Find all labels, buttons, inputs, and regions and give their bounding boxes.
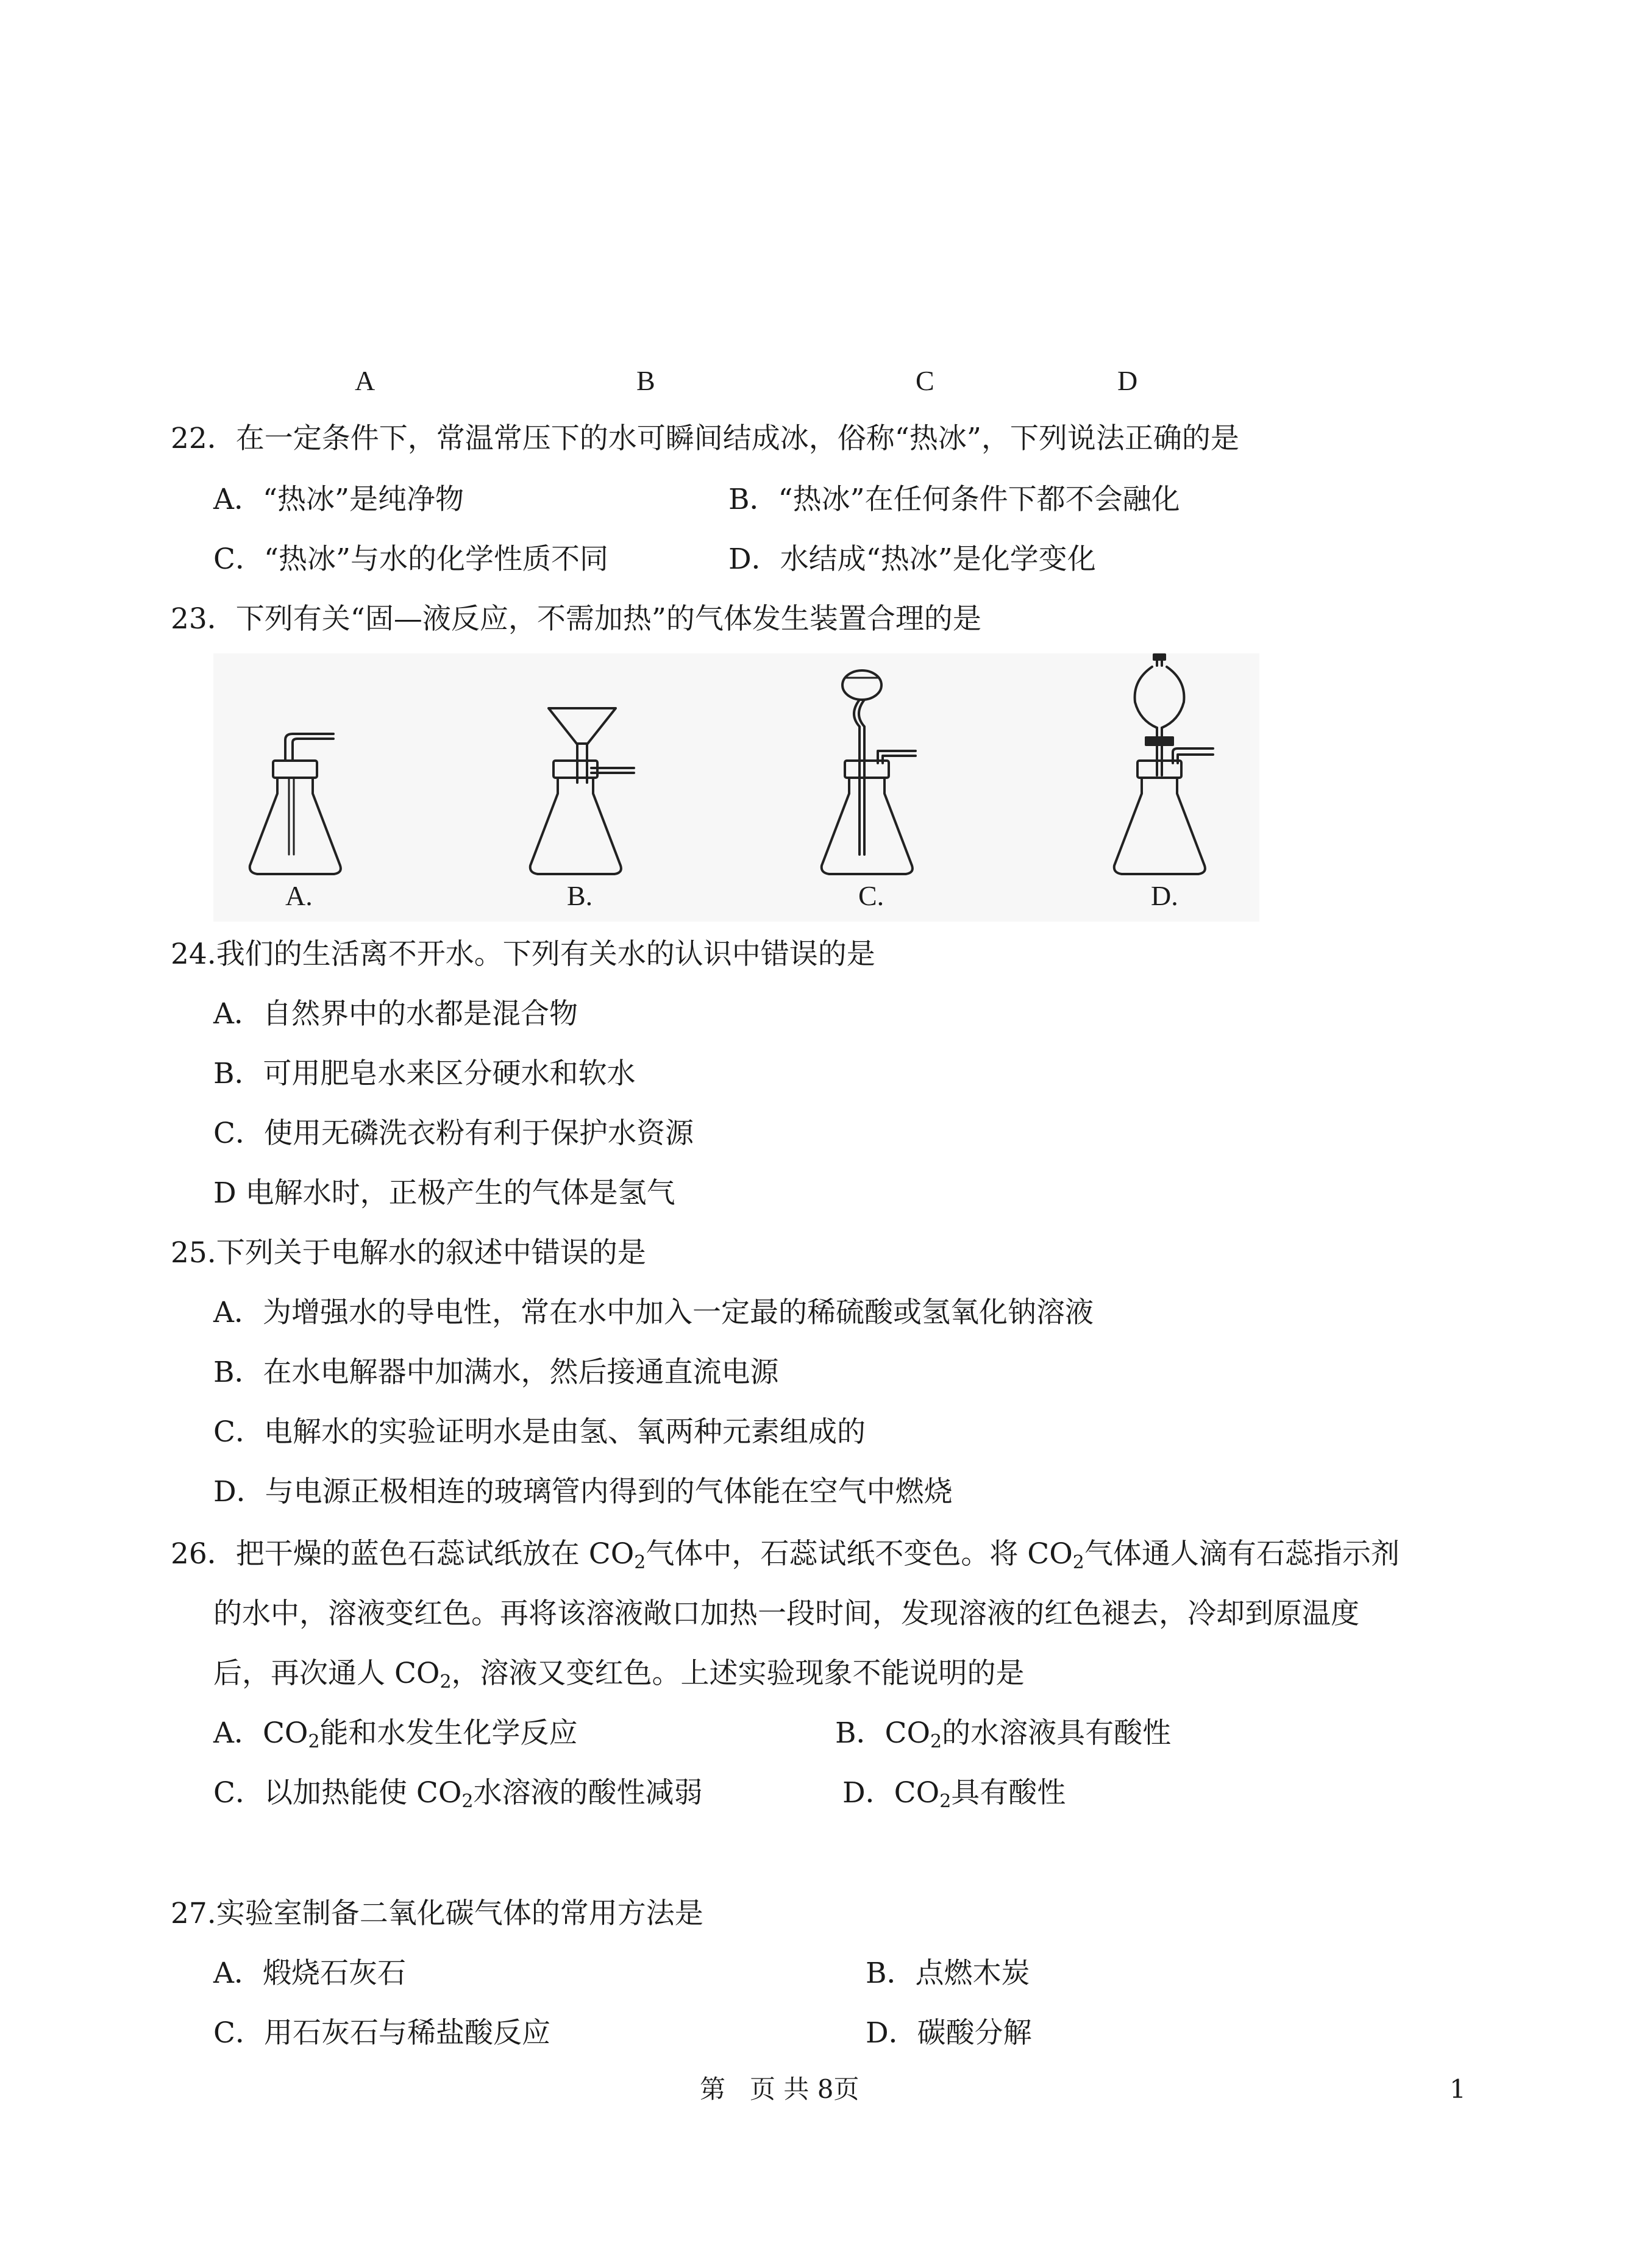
q27-option-d: D．碳酸分解 — [866, 2016, 1032, 2050]
q25-stem: 25.下列关于电解水的叙述中错误的是 — [171, 1236, 646, 1270]
q24-stem: 24.我们的生活离不开水。下列有关水的认识中错误的是 — [171, 937, 875, 971]
q25-option-d: D．与电源正极相连的玻璃管内得到的气体能在空气中燃烧 — [213, 1475, 953, 1509]
option-label-b: B — [636, 365, 655, 396]
q22-option-d: D．水结成“热冰”是化学变化 — [728, 542, 1096, 576]
page-number: 1 — [1450, 2074, 1466, 2104]
q27-option-c: C．用石灰石与稀盐酸反应 — [213, 2016, 550, 2050]
q22-option-a: A．“热冰”是纯净物 — [213, 483, 464, 516]
q22-stem: 22．在一定条件下，常温常压下的水可瞬间结成冰，俗称“热冰”，下列说法正确的是 — [171, 422, 1239, 455]
q27-option-a: A．煅烧石灰石 — [213, 1957, 406, 1990]
q22-option-c: C．“热冰”与水的化学性质不同 — [213, 542, 609, 576]
apparatus-b-icon — [530, 708, 634, 874]
q27-option-b: B．点燃木炭 — [866, 1957, 1030, 1990]
q26-option-c: C．以加热能使 $CO_2$水溶液的酸性减弱 — [213, 1776, 703, 1812]
page-footer-count: 第 页 共 8页 — [700, 2074, 859, 2104]
q25-option-a: A．为增强水的导电性，常在水中加入一定最的稀硫酸或氢氧化钠溶液 — [213, 1296, 1094, 1329]
q24-option-b: B．可用肥皂水来区分硬水和软水 — [213, 1057, 636, 1090]
gas-apparatus-figure — [213, 653, 1259, 922]
option-label-a: A — [355, 365, 375, 396]
apparatus-c-icon — [822, 670, 916, 874]
q27-stem: 27.实验室制备二氧化碳气体的常用方法是 — [171, 1897, 703, 1930]
q24-option-c: C．使用无磷洗衣粉有利于保护水资源 — [213, 1117, 694, 1150]
apparatus-d-icon — [1114, 655, 1213, 874]
q26-option-b: B．$CO_2$的水溶液具有酸性 — [835, 1716, 1172, 1752]
q24-option-d: D 电解水时，正极产生的气体是氢气 — [213, 1176, 675, 1210]
option-label-d: D — [1117, 365, 1138, 396]
apparatus-label-b: B. — [567, 880, 593, 911]
q22-option-b: B．“热冰”在任何条件下都不会融化 — [728, 483, 1180, 516]
option-label-c: C — [916, 365, 934, 396]
q25-option-b: B．在水电解器中加满水，然后接通直流电源 — [213, 1356, 779, 1389]
apparatus-label-a: A. — [285, 880, 313, 911]
apparatus-label-c: C. — [858, 880, 884, 911]
apparatus-drawings — [213, 653, 1259, 922]
q23-stem: 23．下列有关“固—液反应，不需加热”的气体发生装置合理的是 — [171, 602, 981, 636]
q26-option-a: A．$CO_2$能和水发生化学反应 — [213, 1716, 578, 1752]
q25-option-c: C．电解水的实验证明水是由氢、氧两种元素组成的 — [213, 1415, 866, 1449]
apparatus-label-d: D. — [1151, 880, 1178, 911]
q26-stem-line-3: 后，再次通人 $CO_2$，溶液又变红色。上述实验现象不能说明的是 — [213, 1657, 1025, 1693]
apparatus-a-icon — [250, 734, 341, 874]
q24-option-a: A．自然界中的水都是混合物 — [213, 997, 578, 1031]
q26-stem-line-2: 的水中，溶液变红色。再将该溶液敞口加热一段时间，发现溶液的红色褪去，冷却到原温度 — [213, 1597, 1359, 1630]
q26-option-d: D．$CO_2$具有酸性 — [842, 1776, 1066, 1812]
q26-stem-line-1: 26．把干燥的蓝色石蕊试纸放在 $CO_2$气体中，石蕊试纸不变色。将 $CO_2$气体通人滴有石蕊指示剂 — [171, 1537, 1400, 1573]
